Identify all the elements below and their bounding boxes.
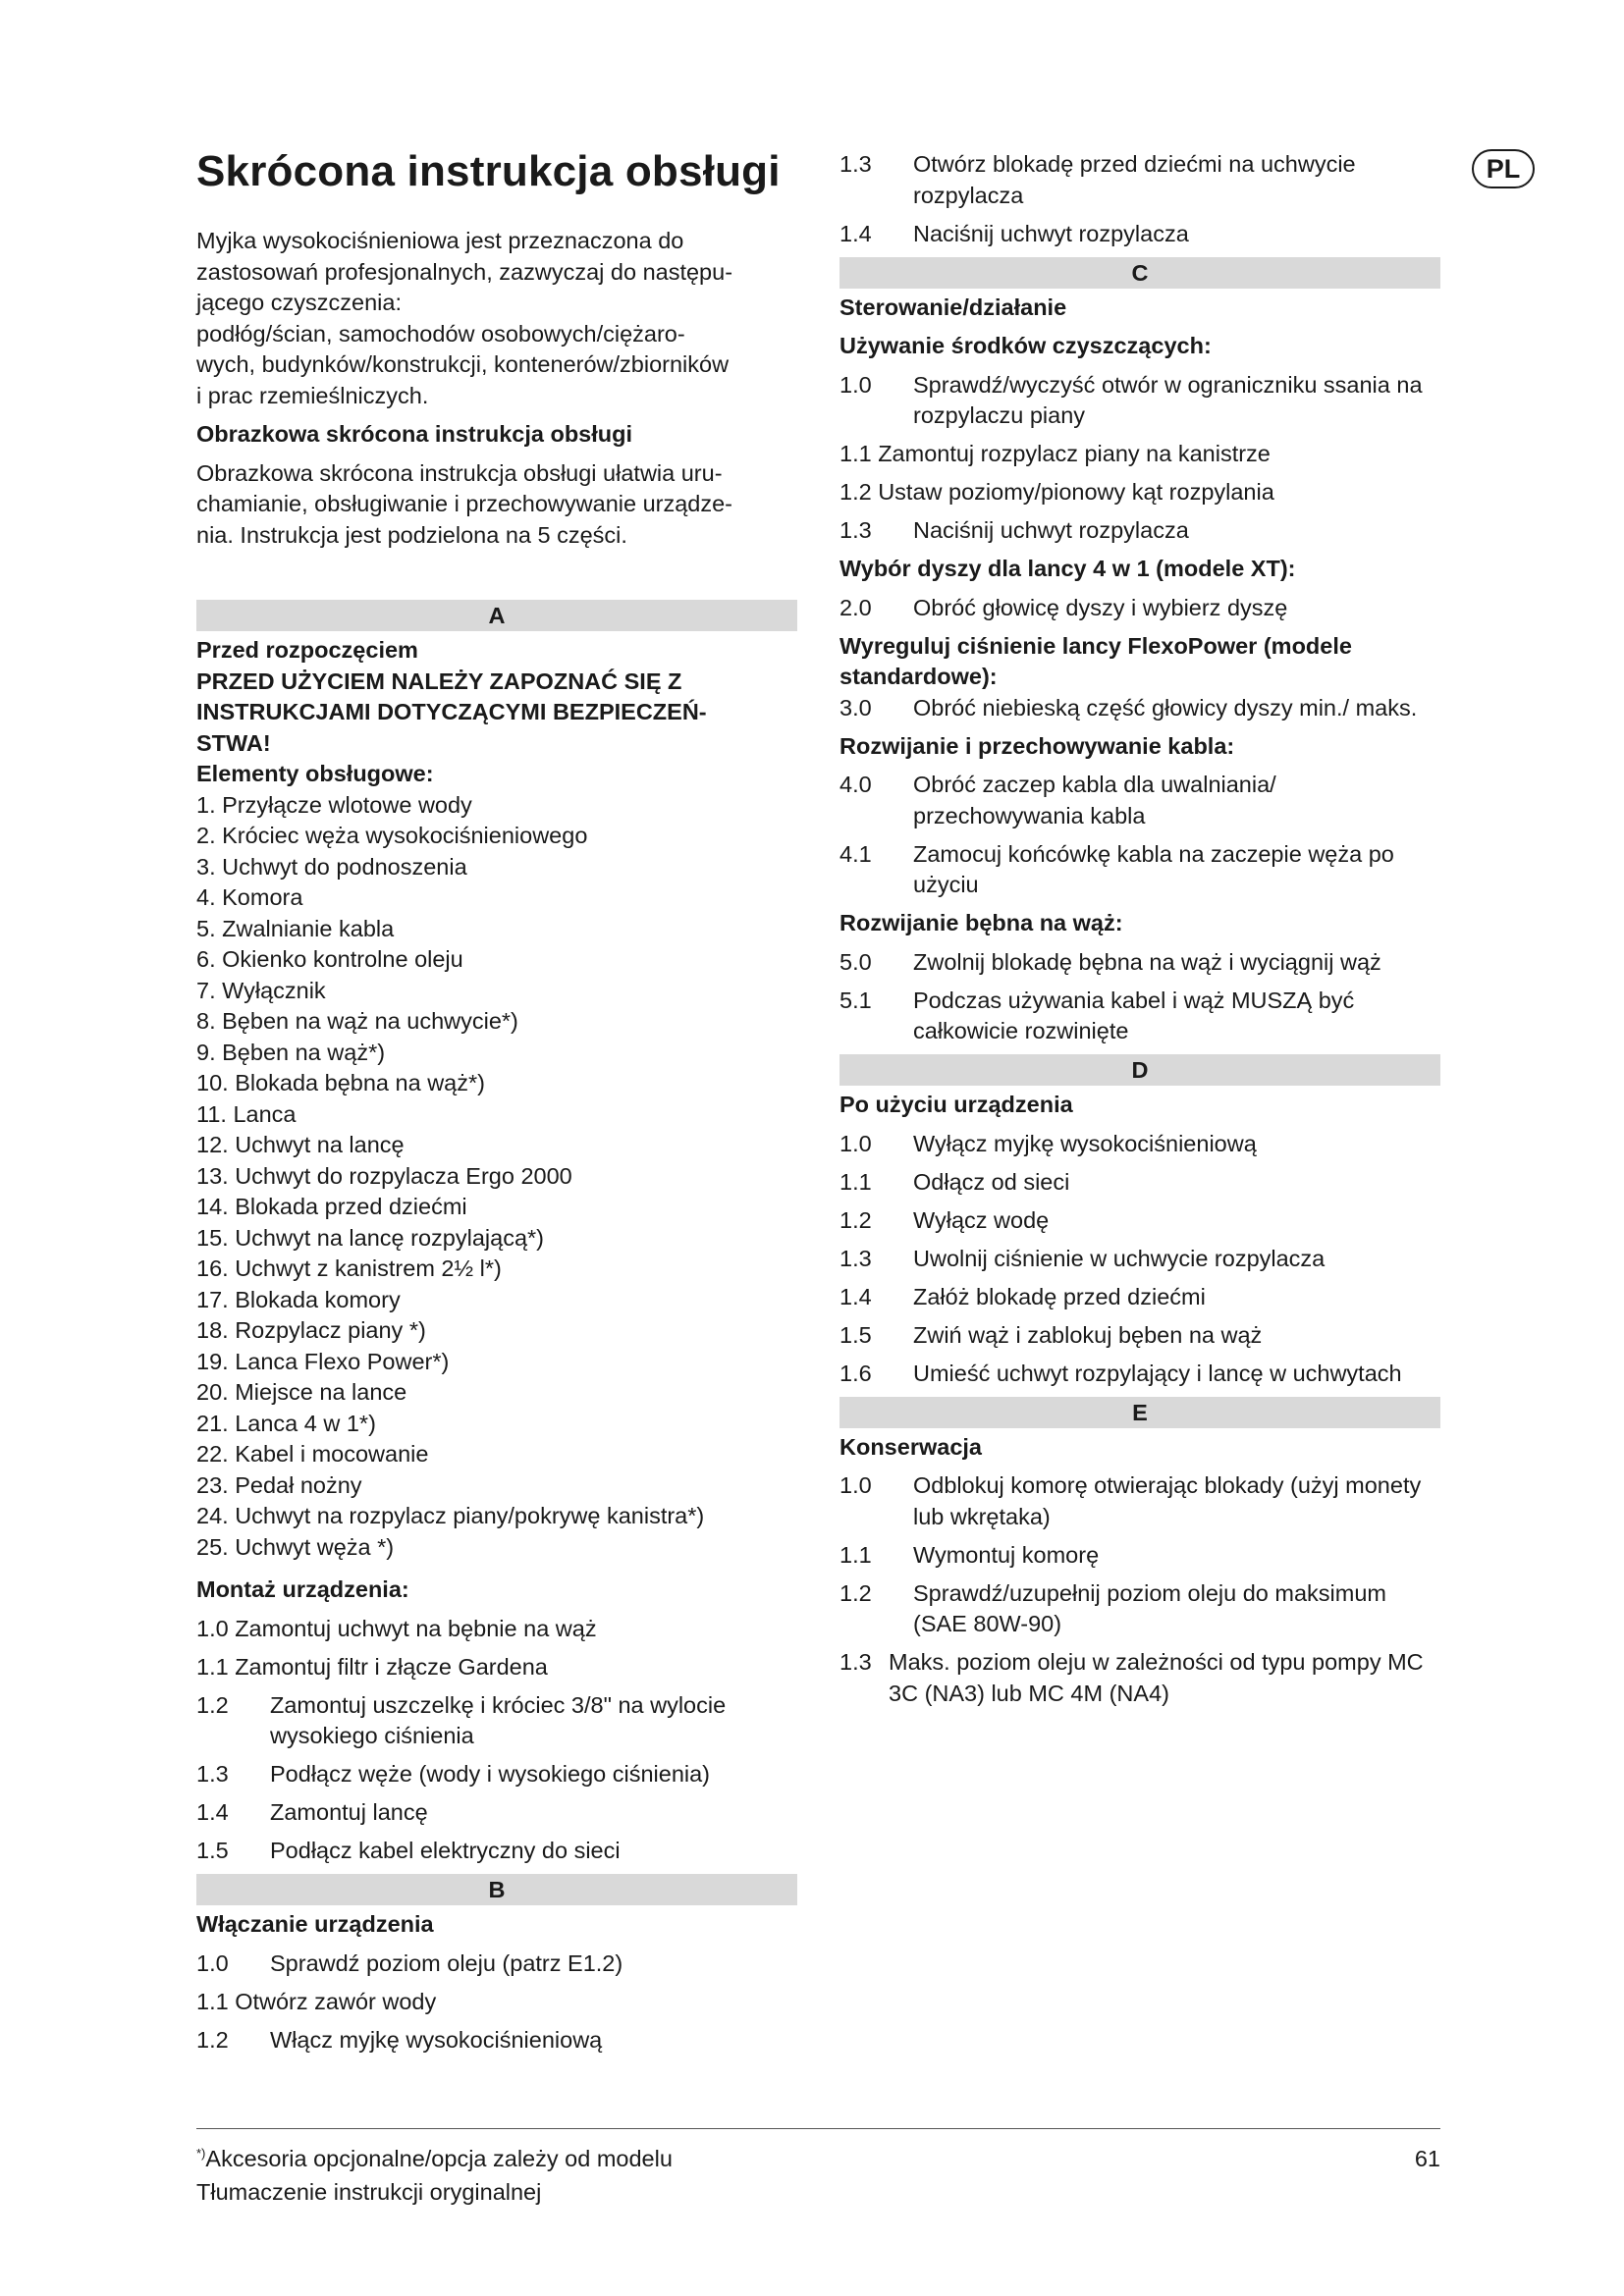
maintenance-step	[839, 1470, 1440, 1532]
intro-paragraph	[196, 226, 797, 411]
step-text: Otwórz blokadę przed dziećmi na uchwycie rozpylacza	[913, 151, 1356, 208]
intro-line: i prac rzemieślniczych.	[196, 382, 429, 408]
step-number: 1.0	[839, 371, 872, 398]
section-b-bar: B	[196, 1874, 797, 1905]
controls-heading: Elementy obsługowe:	[196, 761, 434, 787]
step-number: 4.0	[839, 772, 872, 797]
assembly-step	[196, 1690, 797, 1752]
list-item: 5. Zwalnianie kabla	[196, 915, 395, 941]
step-text: Naciśnij uchwyt rozpylacza	[913, 220, 1189, 246]
list-item: 18. Rozpylacz piany *)	[196, 1317, 426, 1344]
pictorial-guide-heading: Obrazkowa skrócona instrukcja obsługi	[196, 421, 633, 448]
step-text: Podłącz węże (wody i wysokiego ciśnienia)	[270, 1761, 711, 1788]
warning-line: INSTRUKCJAMI DOTYCZĄCYMI BEZPIECZEŃ-	[196, 699, 707, 725]
step-text: Podłącz kabel elektryczny do sieci	[270, 1838, 621, 1864]
intro-line: wych, budynków/konstrukcji, kontenerów/zbiorników	[196, 351, 730, 378]
after-use-heading: Po użyciu urządzenia	[839, 1092, 1073, 1117]
list-item: 7. Wyłącznik	[196, 977, 326, 1003]
intro-line: jącego czyszczenia:	[196, 290, 402, 316]
assembly-heading: Montaż urządzenia:	[196, 1576, 409, 1603]
assembly-step: 1.1 Zamontuj filtr i złącze Gardena	[196, 1653, 548, 1680]
list-item: 17. Blokada komory	[196, 1286, 401, 1312]
step-number: 1.2	[839, 1579, 872, 1606]
step-number: 1.2	[839, 1206, 872, 1233]
maintenance-heading: Konserwacja	[839, 1433, 982, 1460]
start-heading: Włączanie urządzenia	[196, 1911, 434, 1938]
cable-heading: Rozwijanie i przechowywanie kabla:	[839, 732, 1235, 759]
translation-note: Tłumaczenie instrukcji oryginalnej	[196, 2179, 542, 2205]
list-item: 10. Blokada bębna na wąż*)	[196, 1070, 485, 1096]
step-number: 1.0	[196, 1949, 229, 1976]
pressure-heading: Wyreguluj ciśnienie lancy FlexoPower (modele standardowe):	[839, 632, 1352, 689]
step-number: 1.3	[196, 1761, 229, 1788]
step-text: Zamocuj końcówkę kabla na zaczepie węża po użyciu	[913, 840, 1394, 897]
detergent-step	[839, 515, 1440, 547]
list-item: 2. Króciec węża wysokociśnieniowego	[196, 823, 588, 849]
list-item: 6. Okienko kontrolne oleju	[196, 946, 463, 973]
nozzle-step	[839, 593, 1440, 624]
b-step	[839, 219, 1440, 250]
step-number: 5.1	[839, 987, 872, 1013]
step-number: 5.0	[839, 948, 872, 975]
step-text: Wymontuj komorę	[913, 1541, 1100, 1568]
start-step	[196, 2025, 797, 2056]
step-text: Naciśnij uchwyt rozpylacza	[913, 517, 1189, 543]
right-column	[839, 149, 1440, 1717]
list-item: 12. Uchwyt na lancę	[196, 1132, 405, 1158]
maintenance-step	[839, 1578, 1440, 1640]
nozzle-heading: Wybór dyszy dla lancy 4 w 1 (modele XT):	[839, 556, 1296, 581]
after-step	[839, 1320, 1440, 1352]
step-number: 1.0	[839, 1130, 872, 1156]
detergent-step	[839, 370, 1440, 432]
list-item: 25. Uchwyt węża *)	[196, 1533, 395, 1560]
step-text: Uwolnij ciśnienie w uchwycie rozpylacza	[913, 1245, 1326, 1271]
list-item: 15. Uchwyt na lancę rozpylającą*)	[196, 1224, 544, 1251]
after-step	[839, 1244, 1440, 1275]
step-text: Załóż blokadę przed dziećmi	[913, 1283, 1206, 1309]
list-item: 14. Blokada przed dziećmi	[196, 1194, 467, 1220]
drum-heading: Rozwijanie bębna na wąż:	[839, 910, 1123, 935]
step-number: 1.6	[839, 1360, 872, 1386]
warning-line: PRZED UŻYCIEM NALEŻY ZAPOZNAĆ SIĘ Z	[196, 667, 682, 694]
list-item: 9. Bęben na wąż*)	[196, 1039, 386, 1065]
step-number: 4.1	[839, 840, 872, 867]
pressure-step	[839, 693, 1440, 724]
step-number: 2.0	[839, 594, 872, 620]
detergent-step: 1.2 Ustaw poziomy/pionowy kąt rozpylania	[839, 479, 1274, 505]
list-item: 19. Lanca Flexo Power*)	[196, 1348, 450, 1374]
step-text: Umieść uchwyt rozpylający i lancę w uchwytach	[913, 1360, 1402, 1386]
footnote	[196, 2142, 673, 2175]
step-number: 1.4	[196, 1799, 229, 1826]
list-item: 23. Pedał nożny	[196, 1471, 362, 1498]
step-text: Wyłącz myjkę wysokociśnieniową	[913, 1130, 1257, 1156]
after-step	[839, 1359, 1440, 1390]
after-step	[839, 1282, 1440, 1313]
detergent-heading: Używanie środków czyszczących:	[839, 333, 1212, 358]
step-text: Zamontuj lancę	[270, 1799, 428, 1826]
section-a-bar: A	[196, 600, 797, 631]
cable-step	[839, 839, 1440, 901]
list-item: 8. Bęben na wąż na uchwycie*)	[196, 1008, 518, 1035]
warning-line: STWA!	[196, 729, 271, 756]
step-text: Maks. poziom oleju w zależności od typu pompy MC 3C (NA3) lub MC 4M (NA4)	[889, 1649, 1424, 1706]
step-number: 1.4	[839, 220, 872, 246]
page-title: Skrócona instrukcja obsługi	[196, 147, 781, 195]
step-text: Obróć niebieską część głowicy dyszy min./ maks.	[913, 694, 1418, 721]
step-text: Włącz myjkę wysokociśnieniową	[270, 2026, 603, 2053]
intro-line: zastosowań profesjonalnych, zazwyczaj do następu-	[196, 258, 733, 285]
step-text: Sprawdź poziom oleju (patrz E1.2)	[270, 1949, 623, 1976]
step-number: 1.5	[196, 1838, 229, 1864]
step-number: 1.4	[839, 1283, 872, 1309]
pictorial-line: Obrazkowa skrócona instrukcja obsługi ułatwia uru-	[196, 459, 723, 486]
list-item: 22. Kabel i mocowanie	[196, 1441, 429, 1468]
step-number: 1.1	[839, 1168, 872, 1195]
pictorial-line: nia. Instrukcja jest podzielona na 5 części.	[196, 521, 627, 548]
list-item: 3. Uchwyt do podnoszenia	[196, 853, 467, 880]
after-step	[839, 1129, 1440, 1160]
footnote-mark: *)	[196, 2146, 206, 2162]
section-d-bar: D	[839, 1054, 1440, 1086]
section-c-bar: C	[839, 257, 1440, 289]
intro-line: podłóg/ścian, samochodów osobowych/ciężaro-	[196, 320, 685, 347]
step-number: 3.0	[839, 694, 872, 721]
list-item: 20. Miejsce na lance	[196, 1379, 407, 1406]
step-number: 1.0	[839, 1472, 872, 1498]
list-item: 24. Uchwyt na rozpylacz piany/pokrywę kanistra*)	[196, 1503, 705, 1529]
start-step	[196, 1949, 797, 1980]
maintenance-step	[839, 1540, 1440, 1572]
step-text: Zwolnij blokadę bębna na wąż i wyciągnij wąż	[913, 948, 1381, 975]
section-e-bar: E	[839, 1397, 1440, 1428]
step-text: Sprawdź/wyczyść otwór w ograniczniku ssania na rozpylaczu piany	[913, 371, 1423, 428]
drum-step	[839, 986, 1440, 1047]
list-item: 4. Komora	[196, 884, 303, 911]
list-item: 1. Przyłącze wlotowe wody	[196, 791, 472, 818]
step-number: 1.2	[196, 1691, 229, 1718]
control-heading: Sterowanie/działanie	[839, 294, 1067, 320]
step-text: Odłącz od sieci	[913, 1168, 1070, 1195]
assembly-step	[196, 1836, 797, 1867]
after-step	[839, 1205, 1440, 1237]
cable-step	[839, 770, 1440, 831]
before-start-heading: Przed rozpoczęciem	[196, 637, 418, 664]
intro-line: Myjka wysokociśnieniowa jest przeznaczona do	[196, 228, 684, 254]
footnote-text: Akcesoria opcjonalne/opcja zależy od modelu	[205, 2146, 673, 2171]
b-step	[839, 149, 1440, 211]
step-text: Podczas używania kabel i wąż MUSZĄ być całkowicie rozwinięte	[913, 987, 1355, 1043]
pictorial-line: chamianie, obsługiwanie i przechowywanie urządze-	[196, 491, 733, 517]
drum-step	[839, 947, 1440, 979]
step-number: 1.3	[839, 1245, 872, 1271]
maintenance-step	[839, 1647, 1440, 1709]
list-item: 13. Uchwyt do rozpylacza Ergo 2000	[196, 1162, 572, 1189]
list-item: 16. Uchwyt z kanistrem 2½ l*)	[196, 1255, 502, 1282]
footer-divider	[196, 2128, 1440, 2129]
detergent-step: 1.1 Zamontuj rozpylacz piany na kanistrze	[839, 441, 1271, 466]
step-number: 1.2	[196, 2026, 229, 2053]
left-column	[196, 149, 797, 2063]
step-text: Wyłącz wodę	[913, 1206, 1050, 1233]
controls-list	[196, 790, 797, 1564]
assembly-step	[196, 1797, 797, 1829]
step-text: Obróć głowicę dyszy i wybierz dyszę	[913, 594, 1288, 620]
step-number: 1.5	[839, 1321, 872, 1348]
pictorial-guide-paragraph	[196, 458, 797, 552]
step-number: 1.1	[839, 1541, 872, 1568]
assembly-step: 1.0 Zamontuj uchwyt na bębnie na wąż	[196, 1615, 597, 1641]
after-step	[839, 1167, 1440, 1199]
step-text: Odblokuj komorę otwierając blokady (użyj monety lub wkrętaka)	[913, 1472, 1422, 1529]
page-number: 61	[1414, 2146, 1440, 2171]
step-text: Obróć zaczep kabla dla uwalniania/ przechowywania kabla	[913, 772, 1276, 828]
list-item: 21. Lanca 4 w 1*)	[196, 1410, 376, 1436]
list-item: 11. Lanca	[196, 1100, 297, 1127]
step-text: Zamontuj uszczelkę i króciec 3/8" na wylocie wysokiego ciśnienia	[270, 1691, 727, 1749]
step-number: 1.3	[839, 151, 872, 177]
language-badge: PL	[1472, 149, 1535, 188]
step-number: 1.3	[839, 517, 872, 543]
start-step: 1.1 Otwórz zawór wody	[196, 1988, 437, 2014]
step-text: Zwiń wąż i zablokuj bęben na wąż	[913, 1321, 1263, 1348]
assembly-step	[196, 1759, 797, 1790]
step-number: 1.3	[839, 1649, 872, 1675]
step-text: Sprawdź/uzupełnij poziom oleju do maksimum (SAE 80W-90)	[913, 1579, 1386, 1636]
